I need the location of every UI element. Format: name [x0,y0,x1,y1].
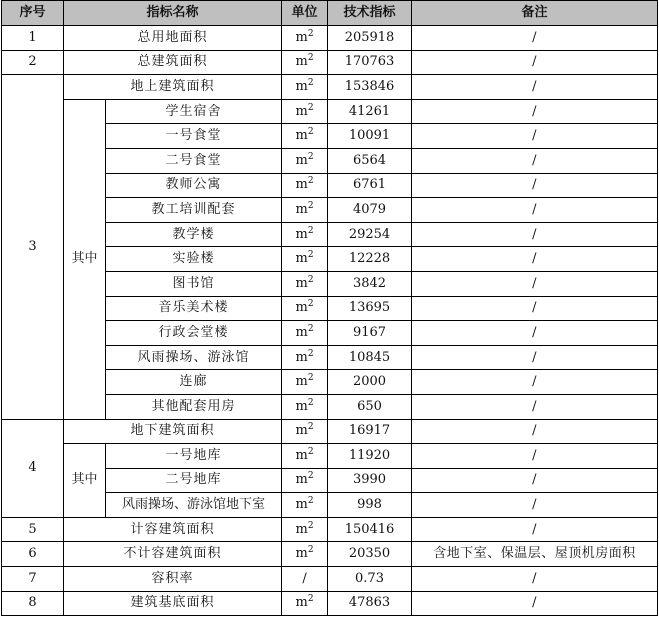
row-name: 教工培训配套 [106,198,282,223]
row-note: / [412,50,658,75]
unit-base: m [295,226,308,242]
row-unit [282,75,328,100]
row-name: 地下建筑面积 [64,419,282,444]
row-value: 41261 [328,99,412,124]
unit-base: m [295,177,308,193]
row-value: 4079 [328,198,412,223]
row-note: / [412,468,658,493]
row-name: 二号食堂 [106,148,282,173]
row-seq: 3 [2,75,64,419]
table-row [2,567,658,592]
row-unit [282,198,328,223]
row-name: 连廊 [106,370,282,395]
row-unit [282,345,328,370]
row-name: 不计容建筑面积 [64,542,282,567]
row-note: / [412,444,658,469]
unit-base: m [295,497,308,513]
table-row [2,517,658,542]
row-note: / [412,370,658,395]
row-value: 150416 [328,517,412,542]
unit-base: m [295,103,308,119]
unit-exponent: 2 [307,348,314,359]
row-seq: 8 [2,591,64,616]
unit-exponent: 2 [307,274,314,285]
unit-base: m [295,447,308,463]
unit-exponent: 2 [307,545,314,556]
row-note: / [412,517,658,542]
row-seq: 7 [2,567,64,592]
table-row [2,99,658,124]
row-name: 总用地面积 [64,26,282,51]
row-note: / [412,493,658,518]
unit-base: m [295,201,308,217]
unit-base: m [295,374,308,390]
header-name: 指标名称 [64,1,282,26]
row-unit [282,591,328,616]
unit-exponent: 2 [307,77,314,88]
row-name: 音乐美术楼 [106,296,282,321]
unit-exponent: 2 [307,53,314,64]
table-row [2,75,658,100]
row-value: 11920 [328,444,412,469]
row-value: 998 [328,493,412,518]
row-note: / [412,591,658,616]
row-name: 地上建筑面积 [64,75,282,100]
row-unit [282,394,328,419]
unit-exponent: 2 [307,127,314,138]
table-row [2,542,658,567]
row-name: 总建筑面积 [64,50,282,75]
row-name: 教学楼 [106,222,282,247]
row-seq: 4 [2,419,64,517]
group-label: 其中 [64,99,106,419]
header-seq: 序号 [2,1,64,26]
row-value: 10845 [328,345,412,370]
row-note: 含地下室、保温层、屋顶机房面积 [412,542,658,567]
row-name: 风雨操场、游泳馆地下室 [106,493,282,518]
unit-base: m [295,521,308,537]
row-seq: 1 [2,26,64,51]
unit-base: m [295,398,308,414]
row-name: 行政会堂楼 [106,321,282,346]
row-note: / [412,173,658,198]
row-unit [282,148,328,173]
row-note: / [412,419,658,444]
row-note: / [412,247,658,272]
unit-exponent: 2 [307,496,314,507]
unit-base: m [295,54,308,70]
unit-base: m [295,324,308,340]
unit-exponent: 2 [307,102,314,113]
row-value: 170763 [328,50,412,75]
row-name: 一号地库 [106,444,282,469]
unit-exponent: 2 [307,28,314,39]
row-name: 学生宿舍 [106,99,282,124]
unit-exponent: 2 [307,176,314,187]
unit-exponent: 2 [307,200,314,211]
row-unit [282,99,328,124]
row-value: 9167 [328,321,412,346]
row-unit [282,321,328,346]
row-seq: 2 [2,50,64,75]
row-value: 153846 [328,75,412,100]
row-name: 建筑基底面积 [64,591,282,616]
table-row [2,50,658,75]
unit-base: m [295,546,308,562]
row-value: 20350 [328,542,412,567]
unit-base: m [295,472,308,488]
unit-exponent: 2 [307,397,314,408]
row-note: / [412,345,658,370]
row-note: / [412,26,658,51]
row-unit [282,542,328,567]
header-unit: 单位 [282,1,328,26]
unit-exponent: 2 [307,446,314,457]
row-value: 3842 [328,271,412,296]
row-seq: 5 [2,517,64,542]
row-note: / [412,75,658,100]
row-unit [282,444,328,469]
row-name: 二号地库 [106,468,282,493]
row-note: / [412,148,658,173]
header-row [2,1,658,26]
unit-base: m [295,251,308,267]
indicator-table [1,0,658,616]
row-value: 3990 [328,468,412,493]
row-name: 其他配套用房 [106,394,282,419]
table-row [2,444,658,469]
table-row [2,591,658,616]
row-unit [282,517,328,542]
row-value: 13695 [328,296,412,321]
row-name: 一号食堂 [106,124,282,149]
row-name: 容积率 [64,567,282,592]
row-note: / [412,99,658,124]
unit-exponent: 2 [307,250,314,261]
row-note: / [412,222,658,247]
row-unit [282,296,328,321]
unit-exponent: 2 [307,594,314,605]
unit-base: m [295,152,308,168]
row-unit [282,222,328,247]
unit-base: m [295,423,308,439]
row-name: 风雨操场、游泳馆 [106,345,282,370]
header-value: 技术指标 [328,1,412,26]
row-unit [282,26,328,51]
row-unit: / [282,567,328,592]
row-value: 47863 [328,591,412,616]
unit-exponent: 2 [307,299,314,310]
row-unit [282,124,328,149]
row-note: / [412,271,658,296]
row-unit [282,493,328,518]
unit-base: m [295,128,308,144]
row-note: / [412,567,658,592]
row-seq: 6 [2,542,64,567]
row-value: 6761 [328,173,412,198]
row-value: 10091 [328,124,412,149]
row-unit [282,50,328,75]
row-value: 6564 [328,148,412,173]
table-row [2,419,658,444]
unit-base: m [295,275,308,291]
row-name: 图书馆 [106,271,282,296]
unit-exponent: 2 [307,373,314,384]
row-value: 0.73 [328,567,412,592]
row-value: 29254 [328,222,412,247]
unit-exponent: 2 [307,471,314,482]
row-note: / [412,321,658,346]
row-note: / [412,394,658,419]
row-unit [282,468,328,493]
row-note: / [412,198,658,223]
row-unit [282,173,328,198]
row-value: 205918 [328,26,412,51]
row-note: / [412,296,658,321]
unit-exponent: 2 [307,151,314,162]
row-unit [282,419,328,444]
unit-exponent: 2 [307,422,314,433]
unit-base: m [295,300,308,316]
row-name: 教师公寓 [106,173,282,198]
unit-base: m [295,78,308,94]
row-unit [282,271,328,296]
unit-exponent: 2 [307,520,314,531]
row-name: 计容建筑面积 [64,517,282,542]
row-value: 16917 [328,419,412,444]
unit-base: m [295,349,308,365]
table-row [2,26,658,51]
unit-base: m [295,29,308,45]
row-value: 12228 [328,247,412,272]
unit-exponent: 2 [307,225,314,236]
group-label: 其中 [64,444,106,518]
header-note: 备注 [412,1,658,26]
row-value: 2000 [328,370,412,395]
row-note: / [412,124,658,149]
unit-exponent: 2 [307,323,314,334]
row-value: 650 [328,394,412,419]
row-unit [282,370,328,395]
unit-base: m [295,595,308,611]
row-unit [282,247,328,272]
row-name: 实验楼 [106,247,282,272]
